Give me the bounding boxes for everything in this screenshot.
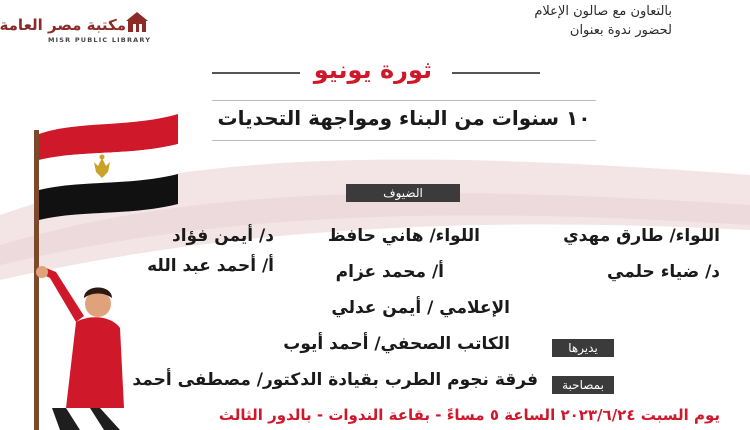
logo-english-text: MISR PUBLIC LIBRARY xyxy=(48,36,152,44)
collab-line-1: بالتعاون مع صالون الإعلام xyxy=(534,4,672,19)
accompaniment-text: فرقة نجوم الطرب بقيادة الدكتور/ مصطفى أحمد xyxy=(132,370,538,390)
library-emblem-icon xyxy=(124,10,150,36)
guest-name: د/ ضياء حلمي xyxy=(607,262,720,282)
event-subtitle: ١٠ سنوات من البناء ومواجهة التحديات xyxy=(217,106,591,130)
guest-name: الإعلامي / أيمن عدلي xyxy=(331,298,510,318)
moderator-name: الكاتب الصحفي/ أحمد أيوب xyxy=(283,334,510,354)
moderator-label: يديرها xyxy=(552,339,614,357)
title-rule-right xyxy=(452,72,540,74)
guest-name: اللواء/ هاني حافظ xyxy=(327,226,480,246)
guest-name: د/ أيمن فؤاد xyxy=(171,226,274,246)
collab-line-2: لحضور ندوة بعنوان xyxy=(569,23,672,38)
guests-label: الضيوف xyxy=(346,184,460,202)
guest-name: اللواء/ طارق مهدي xyxy=(563,226,720,246)
library-logo xyxy=(0,10,158,46)
person-figure xyxy=(36,266,124,430)
logo-arabic-text: مكتبة مصر العامة xyxy=(0,16,126,34)
subtitle-rule-bottom xyxy=(212,140,596,141)
title-rule-left xyxy=(212,72,300,74)
accompaniment-label: بمصاحبة xyxy=(552,376,614,394)
event-date-footer: يوم السبت ٢٠٢٣/٦/٢٤ الساعة ٥ مساءً - بقاعة الندوات - بالدور الثالث xyxy=(218,406,720,424)
flag-pole xyxy=(34,130,39,430)
egypt-flag-icon xyxy=(39,114,178,220)
guest-name: أ/ محمد عزام xyxy=(335,262,444,282)
event-title: ثورة يونيو xyxy=(313,56,432,84)
guest-name: أ/ أحمد عبد الله xyxy=(147,256,274,276)
subtitle-rule-top xyxy=(212,100,596,101)
